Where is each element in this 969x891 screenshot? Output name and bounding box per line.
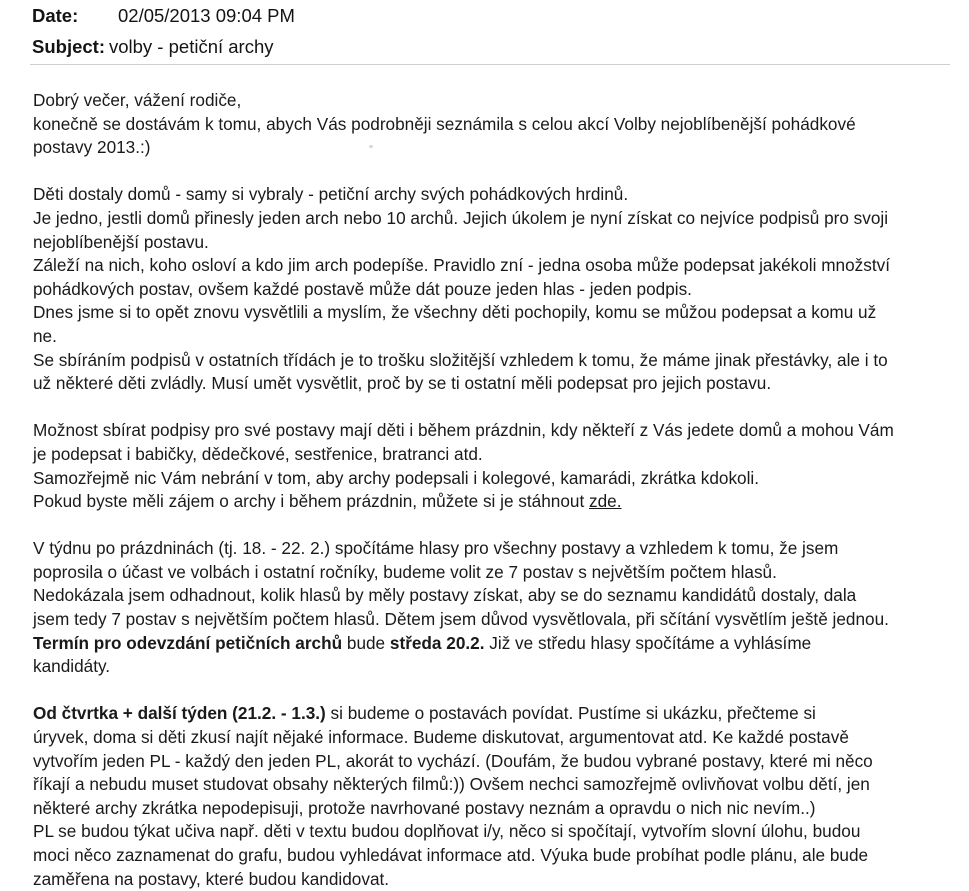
deadline-line: [33, 632, 963, 656]
deadline-date: středa 20.2.: [389, 632, 485, 653]
paragraph-line: kandidáty.: [33, 656, 111, 677]
paragraph-line: Nedokázala jsem odhadnout, kolik hlasů by měly postavy získat, aby se do seznamu kandidátů dostaly, dala: [33, 585, 857, 606]
download-line: [33, 490, 963, 514]
paragraph-line: Možnost sbírat podpisy pro své postavy mají děti i během prázdnin, kdy někteří z Vás jedete domů a mohou Vám: [33, 420, 894, 441]
paragraph-line: některé archy zkrátka nepodepisuji, protože navrhované postavy neznám a opravdu o nich nic nevím..): [33, 797, 816, 818]
schedule-line: [33, 702, 963, 726]
deadline-bold: Termín pro odevzdání petičních archů: [33, 632, 343, 653]
paragraph-line: poprosila o účast ve volbách i ostatní ročníky, budeme volit ze 7 postav s největším počtem hlasů.: [33, 561, 777, 582]
paragraph-line: moci něco zaznamenat do grafu, budou vyhledávat informace atd. Výuka bude probíhat podle plánu, ale bude: [33, 845, 869, 865]
subject-row: [32, 35, 274, 59]
paragraph-gap: [33, 679, 963, 703]
paragraph-line: nejoblíbenější postavu.: [33, 231, 209, 252]
date-value: 02/05/2013 09:04 PM: [118, 5, 295, 26]
paragraph-line: Se sbíráním podpisů v ostatních třídách je to trošku složitější vzhledem k tomu, že máme jinak přestávky, ale i to: [33, 349, 888, 370]
download-link[interactable]: zde.: [589, 491, 622, 512]
paragraph-line: V týdnu po prázdninách (tj. 18. - 22. 2.) spočítáme hlasy pro všechny postavy a vzhledem k tomu, že jsem: [33, 538, 839, 559]
header-divider: [30, 64, 950, 65]
download-text: Pokud byste měli zájem o archy i během prázdnin, můžete si je stáhnout: [33, 491, 590, 512]
date-row: [32, 4, 295, 28]
paragraph-line: PL se budou týkat učiva např. děti v textu budou doplňovat i/y, něco si spočítají, vytvořím slovní úlohu, budou: [33, 821, 861, 842]
email-body: [33, 89, 963, 891]
paragraph-gap: [33, 514, 963, 538]
paragraph-line: je podepsat i babičky, dědečkové, sestřenice, bratranci atd.: [33, 443, 483, 464]
paragraph-line: zaměřena na postavy, které budou kandidovat.: [33, 868, 390, 889]
paragraph-line: jsem tedy 7 postav s největším počtem hlasů. Dětem jsem důvod vysvětlovala, při sčítání vysvětlím ještě jednou.: [33, 609, 889, 630]
paragraph-line: pohádkových postav, ovšem každé postavě může dát pouze jeden hlas - jeden podpis.: [33, 278, 692, 299]
paragraph-line: Je jedno, jestli domů přinesly jeden arch nebo 10 archů. Jejich úkolem je nyní získat co nejvíce podpisů pro svoji: [33, 207, 889, 228]
schedule-text: si budeme o postavách povídat. Pustíme si ukázku, přečteme si: [325, 703, 816, 724]
paragraph-line: Dnes jsme si to opět znovu vysvětlili a myslím, že všechny děti pochopily, komu se můžou podepsat a komu už: [33, 302, 877, 323]
greeting: Dobrý večer, vážení rodiče,: [33, 90, 242, 110]
paragraph-line: říkají a nebudu muset studovat obsahy některých filmů:)) Ovšem nechci samozřejmě ovlivňovat volbu dětí, jen: [33, 774, 870, 795]
paragraph-line: Děti dostaly domů - samy si vybraly - petiční archy svých pohádkových hrdinů.: [33, 184, 629, 205]
paragraph-line: úryvek, doma si děti zkusí najít nějaké informace. Budeme diskutovat, argumentovat atd. Ke každé postavě: [33, 727, 849, 748]
deadline-text-end: Již ve středu hlasy spočítáme a vyhlásíme: [484, 632, 812, 653]
subject-label: Subject:: [32, 36, 105, 57]
intro-line: postavy 2013.:): [33, 137, 151, 158]
deadline-text: bude: [342, 632, 390, 653]
paragraph-line: už některé děti zvládly. Musí umět vysvětlit, proč by se ti ostatní měli podepsat pro jejich postavu.: [33, 373, 772, 394]
date-label: Date:: [32, 5, 79, 26]
paragraph-gap: [33, 396, 963, 420]
paragraph-gap: [33, 160, 963, 184]
schedule-bold: Od čtvrtka + další týden (21.2. - 1.3.): [33, 703, 326, 724]
paragraph-line: Samozřejmě nic Vám nebrání v tom, aby archy podepsali i kolegové, kamarádi, zkrátka kdokoli.: [33, 467, 760, 488]
paragraph-line: ne.: [33, 325, 57, 346]
subject-value: volby - petiční archy: [108, 36, 274, 57]
paragraph-line: Záleží na nich, koho osloví a kdo jim arch podepíše. Pravidlo zní - jedna osoba může podepsat jakékoli množství: [33, 255, 890, 276]
paragraph-line: vytvořím jeden PL - každý den jeden PL, akorát to vychází. (Doufám, že budou vybrané postavy, které mi něco: [33, 750, 873, 771]
intro-line: konečně se dostávám k tomu, abych Vás podrobněji seznámila s celou akcí Volby nejoblíbenější pohádkové: [33, 113, 856, 134]
